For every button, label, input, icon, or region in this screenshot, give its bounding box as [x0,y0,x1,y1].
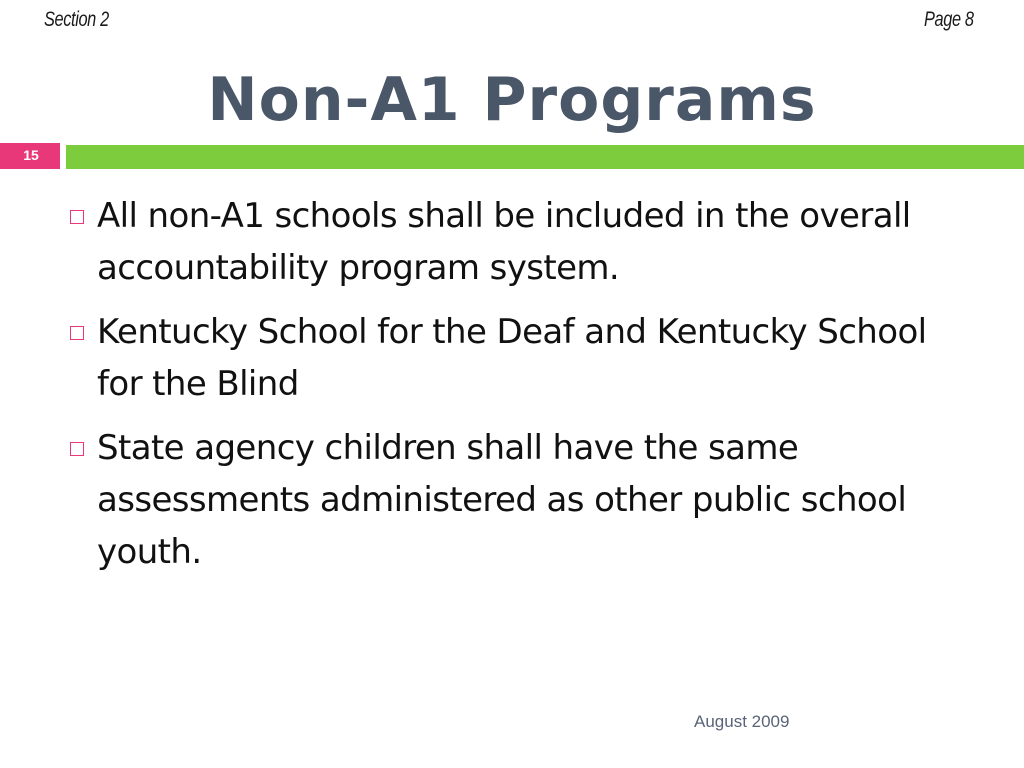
footer-date: August 2009 [694,712,790,731]
page-label: Page 8 [924,8,974,31]
section-label: Section 2 [44,8,109,31]
slide-number-text: 15 [23,147,39,163]
list-item [70,190,970,294]
title-divider-bar [66,145,1024,169]
list-item [70,422,970,578]
square-bullet-icon [70,442,84,456]
slide-number-badge [0,143,60,169]
bullet-text: State agency children shall have the same assessments administered as other public school youth. [97,428,907,572]
bullet-list [70,190,970,590]
square-bullet-icon [70,326,84,340]
square-bullet-icon [70,210,84,224]
list-item [70,306,970,410]
slide-title: Non-A1 Programs [207,65,817,135]
bullet-text: All non-A1 schools shall be included in the overall accountability program system. [97,196,911,288]
bullet-text: Kentucky School for the Deaf and Kentucky School for the Blind [97,312,927,404]
